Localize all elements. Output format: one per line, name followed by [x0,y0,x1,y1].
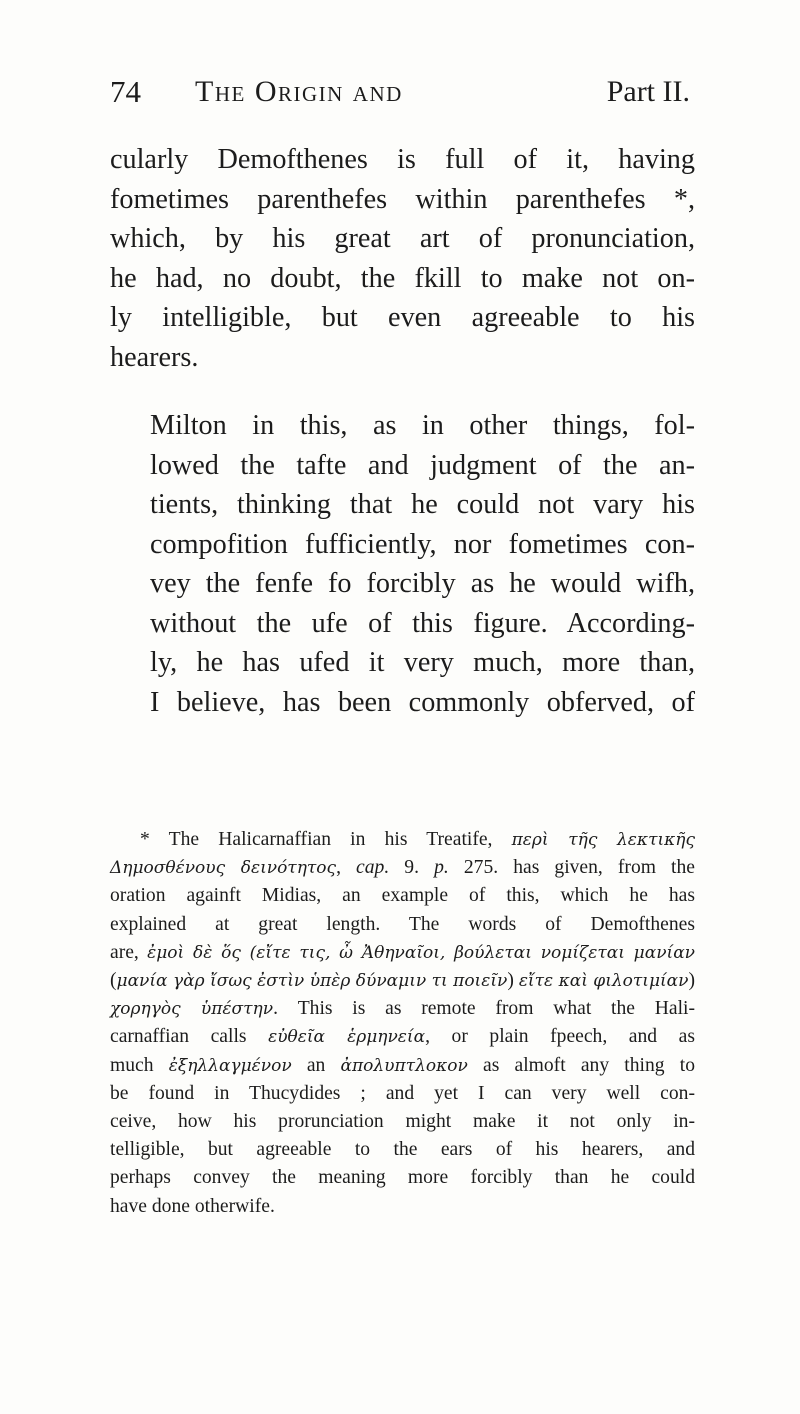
footnote-line [110,967,695,995]
running-head [110,74,690,114]
text-line: tients, thinking that he could not vary his [150,489,695,520]
greek-quotation: ἐμοὶ δὲ ὅς (εἴτε τις, ὦ Ἀθηναῖοι, βούλεται νομίζεται μανίαν [147,942,696,963]
footnote-text: telligible, but agreeable to the ears of his hearers, and [110,1139,695,1161]
footnote-line [110,939,695,967]
footnote-line [110,1164,695,1192]
part-label: Part II. [606,75,690,108]
greek-quotation: περὶ τῆς λεκτικῆς [511,830,695,850]
footnote-line [110,995,695,1023]
footnote-text: perhaps convey the meaning more forcibly than he could [110,1167,695,1189]
text-line: hearers. [110,341,199,373]
footnote-line [110,826,695,854]
footnote-line [110,1023,695,1051]
footnote-line [110,1052,695,1080]
text-line: which, by his great art of pronunciation, [110,223,695,254]
text-line: cularly Demofthenes is full of it, having [110,144,695,175]
footnote-text: an [291,1054,341,1076]
footnote [110,826,695,1221]
greek-quotation: ἀπολυπτλοκον [340,1055,468,1076]
footnote-line [110,1136,695,1164]
text-line: without the ufe of this figure. According- [150,607,695,639]
footnote-line [110,1193,695,1221]
footnote-text: 275. has given, from the [448,857,695,879]
footnote-line [110,882,695,910]
text-line: compofition fufficiently, nor fometimes con- [150,528,695,560]
footnote-text: ( [110,970,117,992]
footnote-text: , or plain fpeech, and as [425,1026,695,1048]
greek-quotation: εὐθεῖα ἑρμηνεία [268,1027,426,1048]
footnote-line [110,854,695,882]
footnote-text: ) [688,970,696,992]
footnote-text: * The Halicarnaffian in his Treatife, [140,829,512,850]
text-line: he had, no doubt, the fkill to make not on- [110,262,695,294]
footnote-line [110,911,695,939]
footnote-text: much [110,1054,169,1076]
main-text [110,140,695,722]
text-line: fometimes parenthefes within parenthefes *, [110,183,695,215]
footnote-text: have done otherwife. [110,1195,275,1217]
footnote-line [110,1080,695,1108]
footnote-text: ) [507,970,519,992]
text-line: vey the fenfe fo forcibly as he would wifh, [150,568,695,599]
greek-quotation: μανία γὰρ ἴσως ἐστὶν ὑπὲρ δύναμιν τι ποιεῖν [116,971,508,992]
paragraph-1 [110,140,695,377]
greek-quotation: εἴτε καὶ φιλοτιμίαν [518,971,689,992]
footnote-text: carnaffian calls [110,1026,269,1048]
paragraph-2 [110,406,695,722]
page-number: 74 [110,74,141,109]
footnote-text: explained at great length. The words of Demofthenes [110,913,695,935]
footnote-text: . This is as remote from what the Hali- [273,998,695,1020]
greek-quotation: ἐξηλλαγμένον [168,1055,292,1076]
footnote-text: ceive, how his prorunciation might make it not only in- [110,1111,695,1133]
greek-quotation: Δημοσθένους δεινότητος [110,858,337,879]
text-line: Milton in this, as in other things, fol- [150,410,695,441]
text-line: ly, he has ufed it very much, more than, [150,647,695,678]
footnote-text: , [336,857,357,879]
text-line: lowed the tafte and judgment of the an- [150,449,695,481]
italic-abbreviation: p. [434,857,449,879]
text-line: I believe, has been commonly obferved, of [150,686,695,718]
footnote-text: oration againft Midias, an example of this, which he has [110,885,695,907]
greek-quotation: χορηγὸς ὑπέστην [110,999,274,1020]
footnote-text: be found in Thucydides ; and yet I can very well con- [110,1082,695,1104]
footnote-text: 9. [389,857,435,879]
footnote-line [110,1108,695,1136]
text-line: ly intelligible, but even agreeable to his [110,302,695,333]
footnote-text: as almoft any thing to [467,1054,695,1076]
italic-abbreviation: cap. [356,857,390,879]
footnote-text: are, [110,941,148,963]
running-title: The Origin and [195,75,403,108]
